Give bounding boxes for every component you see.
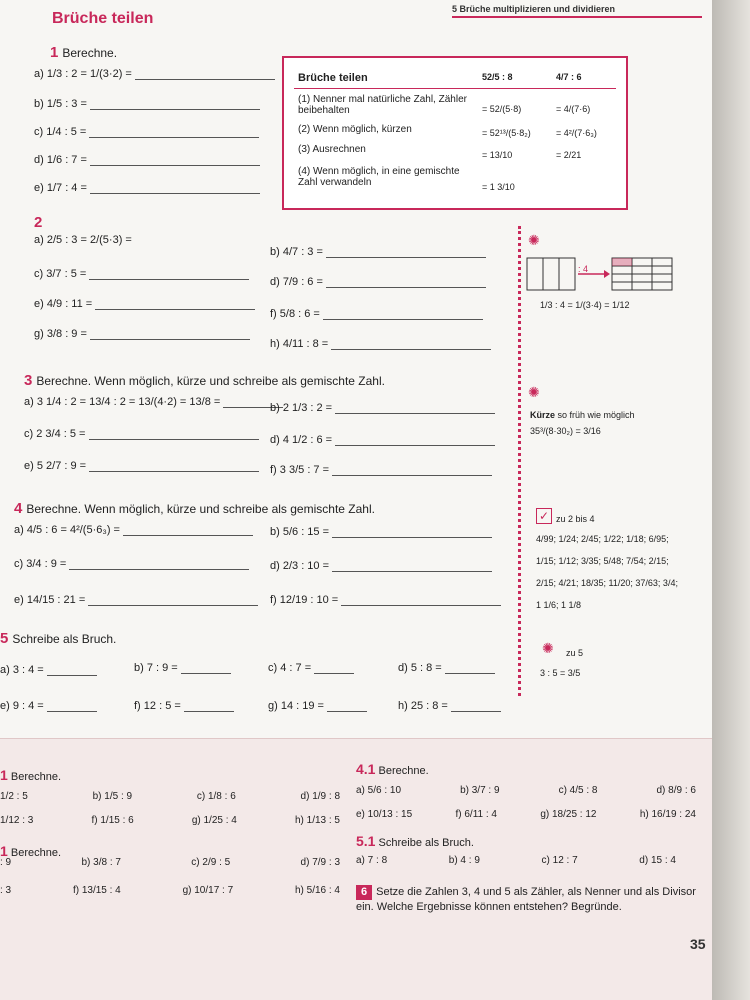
task1-instruction: Berechne. [62,46,118,60]
diagram-divisor: : 4 [578,264,589,274]
tip-sidebar-rule [518,226,525,696]
task5-item-d: d) 5 : 8 = [398,662,495,674]
book-edge [712,0,750,1000]
rule-step-4: (4) Wenn möglich, in eine gemischte Zahl verwandeln [298,166,460,188]
task4-item-e: e) 14/15 : 21 = [14,594,258,606]
task1-item-d: d) 1/6 : 7 = [34,154,260,166]
rule-col1-step3: = 13/10 [482,150,513,160]
b1-header: 1 Berechne. [0,767,62,783]
rule-step-2: (2) Wenn möglich, kürzen [298,124,412,135]
task3-item-b: b) 2 1/3 : 2 = [270,402,495,414]
page-title: Brüche teilen [52,10,154,27]
rule-step-3: (3) Ausrechnen [298,144,366,155]
solutions-line-4: 1 1/6; 1 1/8 [536,600,582,610]
task3-tip: Kürze so früh wie möglich [530,410,635,420]
task4-item-a: a) 4/5 : 6 = 4²/(5·6₃) = [14,524,253,536]
rule-box [282,56,628,210]
task1-number: 1 [50,44,59,61]
task4-header: 4 Berechne. Wenn möglich, kürze und schreibe als gemischte Zahl. [14,500,375,517]
task3-item-e: e) 5 2/7 : 9 = [24,460,259,472]
task2-item-a: a) 2/5 : 3 = 2/(5·3) = [34,234,132,246]
lightbulb-icon-3: ✺ [542,640,554,656]
checkmark-icon: ✓ [536,508,552,524]
rule-box-title: Brüche teilen [298,72,368,84]
task3-item-f: f) 3 3/5 : 7 = [270,464,492,476]
b2-header: 1 Berechne. [0,843,62,859]
b51-header: 5.1 Schreibe als Bruch. [356,833,474,849]
task2-item-c: c) 3/7 : 5 = [34,268,249,280]
rule-col1-step4: = 1 3/10 [482,182,515,192]
task4-item-b: b) 5/6 : 15 = [270,526,492,538]
task2-item-e: e) 4/9 : 11 = [34,298,255,310]
task3-item-c: c) 2 3/4 : 5 = [24,428,259,440]
task3-tip-formula: 35³/(8·30₂) = 3/16 [530,426,601,436]
rule-col1-step1: = 52/(5·8) [482,104,522,114]
task5-item-e: e) 9 : 4 = [0,700,97,712]
task4-item-c: c) 3/4 : 9 = [14,558,249,570]
rule-col2-step2: = 4²/(7·6₃) [556,128,597,138]
task1-item-a: a) 1/3 : 2 = 1/(3·2) = [34,68,275,80]
rule-col2-head: 4/7 : 6 [556,72,582,82]
b1-row1: 1/2 : 5 b) 1/5 : 9 c) 1/8 : 6 d) 1/9 : 8 [0,791,340,802]
task4-item-d: d) 2/3 : 10 = [270,560,492,572]
rule-col1-step2: = 52¹³/(5·8₂) [482,128,531,138]
task5-item-a: a) 3 : 4 = [0,664,97,676]
header-rule [452,16,702,18]
solutions-line-3: 2/15; 4/21; 18/35; 11/20; 37/63; 3/4; [536,578,678,588]
task5-instruction: Schreibe als Bruch. [12,632,117,646]
task1-header [50,44,117,61]
task5-item-c: c) 4 : 7 = [268,662,354,674]
b41-row2: e) 10/13 : 15 f) 6/11 : 4 g) 18/25 : 12 h) 16/19 : 24 [356,809,696,820]
task2-item-h: h) 4/11 : 8 = [270,338,491,350]
lightbulb-icon-2: ✺ [528,384,540,400]
task2-item-g: g) 3/8 : 9 = [34,328,250,340]
task1-item-c: c) 1/4 : 5 = [34,126,259,138]
b1-row2: 1/12 : 3 f) 1/15 : 6 g) 1/25 : 4 h) 1/13 : 5 [0,815,340,826]
lightbulb-icon: ✺ [528,232,540,248]
rule-col2-step3: = 2/21 [556,150,582,160]
task5-tip-label: zu 5 [566,648,584,658]
task5-tip-formula: 3 : 5 = 3/5 [540,668,581,678]
chapter-header: 5 Brüche multiplizieren und dividieren [452,4,616,14]
rule-col1-head: 52/5 : 8 [482,72,513,82]
task5-header: 5 Schreibe als Bruch. [0,630,117,647]
b41-header: 4.1 Berechne. [356,761,429,777]
task2-item-f: f) 5/8 : 6 = [270,308,483,320]
task4-item-f: f) 12/19 : 10 = [270,594,501,606]
practice-section [0,738,712,1000]
task5-item-h: h) 25 : 8 = [398,700,501,712]
rule-col2-step1: = 4/(7·6) [556,104,591,114]
task1-item-b: b) 1/5 : 3 = [34,98,260,110]
rule-step-1: (1) Nenner mal natürliche Zahl, Zähler beibehalten [298,94,467,116]
task4-instruction: Berechne. Wenn möglich, kürze und schreibe als gemischte Zahl. [26,502,375,516]
task2-header [34,214,46,231]
task3-instruction: Berechne. Wenn möglich, kürze und schreibe als gemischte Zahl. [36,374,385,388]
page-number: 35 [690,936,706,952]
b51-row: a) 7 : 8 b) 4 : 9 c) 12 : 7 d) 15 : 4 [356,855,676,866]
b2-row2: : 3 f) 13/15 : 4 g) 10/17 : 7 h) 5/16 : 4 [0,885,340,896]
b6-task: 6 Setze die Zahlen 3, 4 und 5 als Zähler, als Nenner und als Divisor ein. Welche Ergebnisse können entstehen? Begründe. [356,886,696,913]
task1-item-e: e) 1/7 : 4 = [34,182,260,194]
task3-item-a: a) 3 1/4 : 2 = 13/4 : 2 = 13/(4·2) = 13/8 = [24,396,283,408]
task4-check-label: zu 2 bis 4 [556,514,595,524]
task3-item-d: d) 4 1/2 : 6 = [270,434,495,446]
task2-tip-formula: 1/3 : 4 = 1/(3·4) = 1/12 [540,300,630,310]
task3-header: 3 Berechne. Wenn möglich, kürze und schreibe als gemischte Zahl. [24,372,385,389]
task5-item-b: b) 7 : 9 = [134,662,231,674]
b2-row1: : 9 b) 3/8 : 7 c) 2/9 : 5 d) 7/9 : 3 [0,857,340,868]
fraction-diagram [526,256,706,296]
solutions-line-1: 4/99; 1/24; 2/45; 1/22; 1/18; 6/95; [536,534,669,544]
task5-item-g: g) 14 : 19 = [268,700,367,712]
rule-box-divider [294,88,616,89]
b41-row1: a) 5/6 : 10 b) 3/7 : 9 c) 4/5 : 8 d) 8/9 : 6 [356,785,696,796]
solutions-line-2: 1/15; 1/12; 3/35; 5/48; 7/54; 2/15; [536,556,669,566]
task5-item-f: f) 12 : 5 = [134,700,234,712]
task2-item-b: b) 4/7 : 3 = [270,246,486,258]
task2-item-d: d) 7/9 : 6 = [270,276,486,288]
task2-number: 2 [34,214,43,231]
